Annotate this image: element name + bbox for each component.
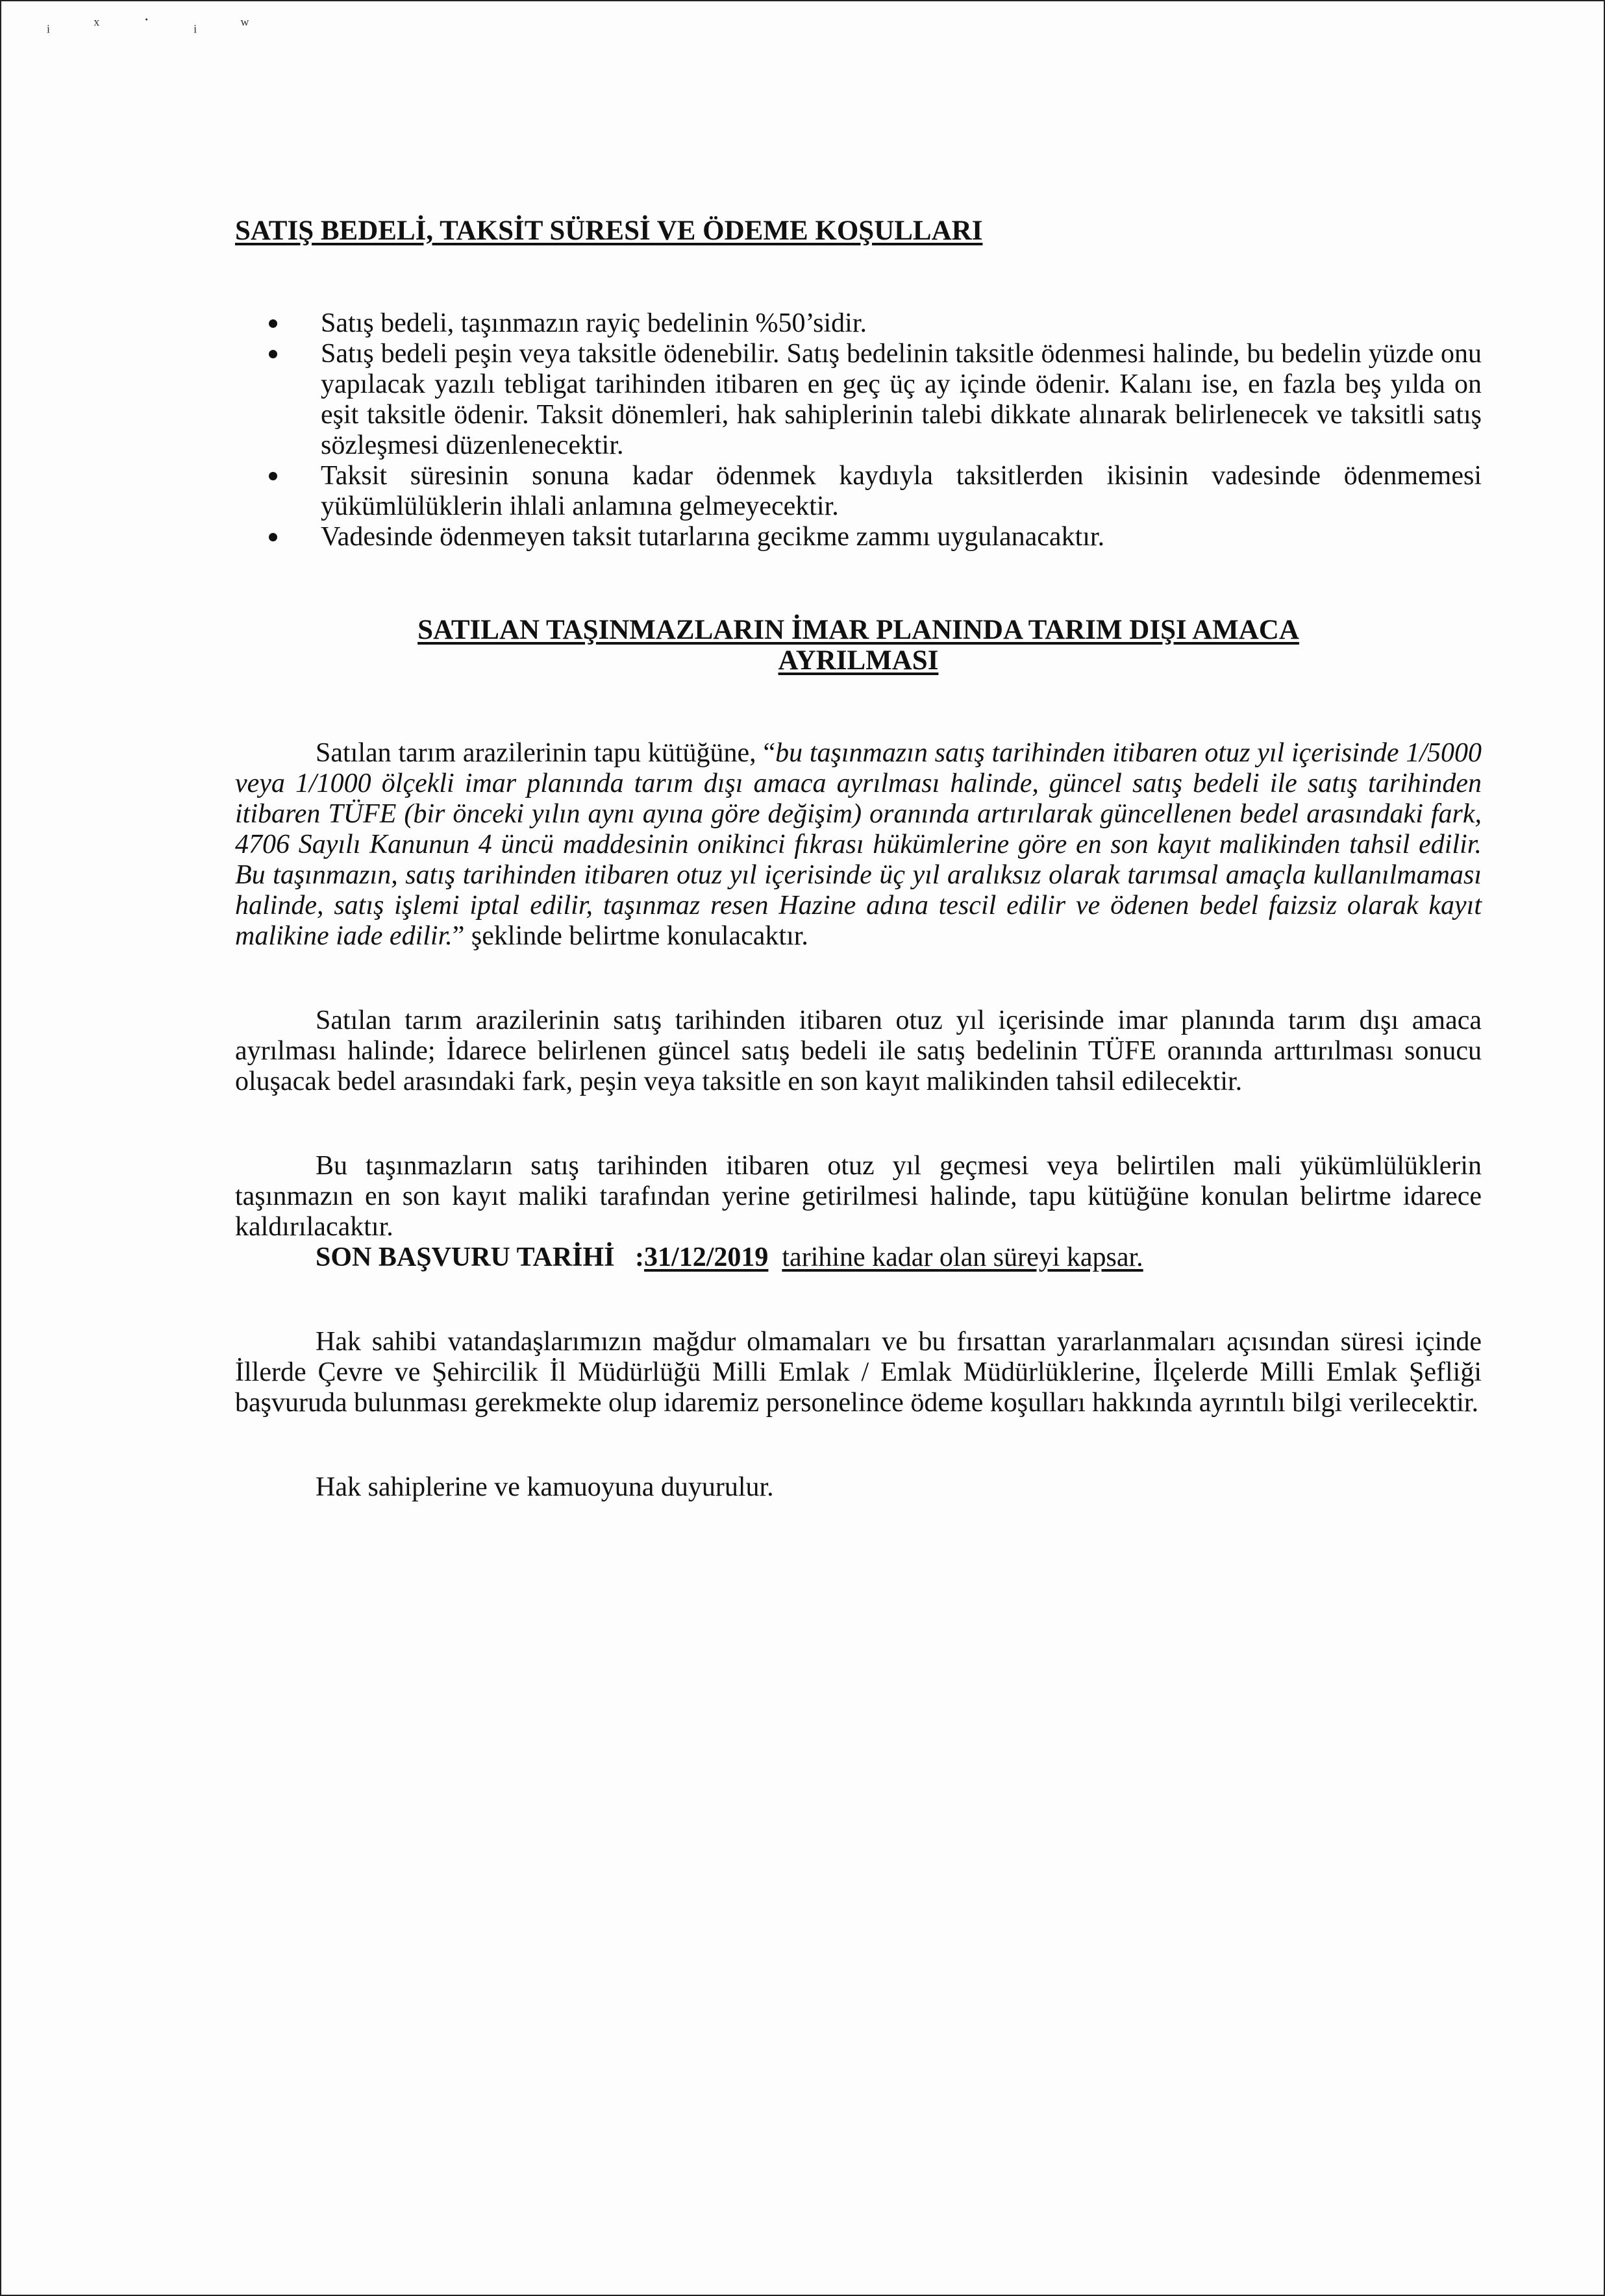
bullet-icon [269, 319, 277, 328]
paragraph-announcement: Hak sahiplerine ve kamuoyuna duyurulur. [316, 1472, 774, 1502]
section-heading-payment: SATIŞ BEDELİ, TAKSİT SÜRESİ VE ÖDEME KOŞULLARI [235, 216, 983, 246]
document-body [235, 216, 1482, 1503]
scan-marks: ᵢ ˣ ˙ ᵢ ʷ [47, 14, 269, 36]
list-item: Satış bedeli, taşınmazın rayiç bedelinin %50’sidir. [235, 308, 1482, 339]
section-heading-zoning: SATILAN TAŞINMAZLARIN İMAR PLANINDA TARIM DIŞI AMACA AYRILMASI [417, 615, 1299, 676]
deadline-line: SON BAŞVURU TARİHİ :31/12/2019 tarihine kadar olan süreyi kapsar. [316, 1242, 1143, 1272]
bullet-icon [269, 472, 277, 480]
payment-conditions-list [235, 308, 1482, 552]
list-item: Satış bedeli peşin veya taksitle ödenebilir. Satış bedelinin taksitle ödenmesi halinde, bu bedelin yüzde onu yapılacak yazılı tebligat tarihinden itibaren en geç üç ay içinde ödenir. Kalanı ise, en fazla beş yılda on eşit taksitle ödenir. Taksit dönemleri, hak sahiplerinin talebi dikkate alınarak belirlenecek ve taksitli satış sözleşmesi düzenlenecektir. [235, 339, 1482, 461]
deadline-label: SON BAŞVURU TARİHİ [316, 1242, 615, 1272]
bullet-icon [269, 533, 277, 541]
deadline-description: tarihine kadar olan süreyi kapsar. [782, 1242, 1143, 1272]
bullet-icon [269, 350, 277, 358]
list-item: Taksit süresinin sonuna kadar ödenmek kaydıyla taksitlerden ikisinin vadesinde ödenmemesi yükümlülüklerin ihlali anlamına gelmeyecektir. [235, 461, 1482, 522]
annotation-quote: bu taşınmazın satış tarihinden itibaren otuz yıl içerisinde 1/5000 veya 1/1000 ölçekli imar planında tarım dışı amaca ayrılması halinde, güncel satış bedeli ile satış tarihinden itibaren TÜFE (bir önceki yılın aynı ayına göre değişim) oranında artırılarak güncellenen bedel arasındaki fark, 4706 Sayılı Kanunun 4 üncü maddesinin onikinci fıkrası hükümlerine göre en son kayıt malikinden tahsil edilir. Bu taşınmazın, satış tarihinden itibaren otuz yıl içerisinde üç yıl aralıksız olarak tarımsal amaçla kullanılmaması halinde, satış işlemi iptal edilir, taşınmaz resen Hazine adına tescil edilir ve ödenen bedel faizsiz olarak kayıt malikine iade edilir. [235, 738, 1482, 951]
deadline-date: 31/12/2019 [644, 1242, 769, 1272]
paragraph-annotation: Satılan tarım arazilerinin tapu kütüğüne, “bu taşınmazın satış tarihinden itibaren otuz yıl içerisinde 1/5000 veya 1/1000 ölçekli imar planında tarım dışı amaca ayrılması halinde, güncel satış bedeli ile satış tarihinden itibaren TÜFE (bir önceki yılın aynı ayına göre değişim) oranında artırılarak güncellenen bedel arasındaki fark, 4706 Sayılı Kanunun 4 üncü maddesinin onikinci fıkrası hükümlerine göre en son kayıt malikinden tahsil edilir. Bu taşınmazın, satış tarihinden itibaren otuz yıl içerisinde üç yıl aralıksız olarak tarımsal amaçla kullanılmaması halinde, satış işlemi iptal edilir, taşınmaz resen Hazine adına tescil edilir ve ödenen bedel faizsiz olarak kayıt malikine iade edilir.” şeklinde belirtme konulacaktır. [235, 738, 1482, 951]
paragraph-annotation-removal: Bu taşınmazların satış tarihinden itibaren otuz yıl geçmesi veya belirtilen mali yükümlülüklerin taşınmazın en son kayıt maliki tarafından yerine getirilmesi halinde, tapu kütüğüne konulan belirtme idarece kaldırılacaktır. [235, 1151, 1482, 1242]
paragraph-application-info: Hak sahibi vatandaşlarımızın mağdur olmamaları ve bu fırsattan yararlanmaları açısından süresi içinde İllerde Çevre ve Şehircilik İl Müdürlüğü Milli Emlak / Emlak Müdürlüklerine, İlçelerde Milli Emlak Şefliği başvuruda bulunması gerekmekte olup idaremiz personelince ödeme koşulları hakkında ayrıntılı bilgi verilecektir. [235, 1327, 1482, 1418]
list-item: Vadesinde ödenmeyen taksit tutarlarına gecikme zammı uygulanacaktır. [235, 522, 1482, 552]
paragraph-zoning-change: Satılan tarım arazilerinin satış tarihinden itibaren otuz yıl içerisinde imar planında tarım dışı amaca ayrılması halinde; İdarece belirlenen güncel satış bedeli ile satış bedelinin TÜFE oranında arttırılması sonucu oluşacak bedel arasındaki fark, peşin veya taksitle en son kayıt malikinden tahsil edilecektir. [235, 1006, 1482, 1096]
